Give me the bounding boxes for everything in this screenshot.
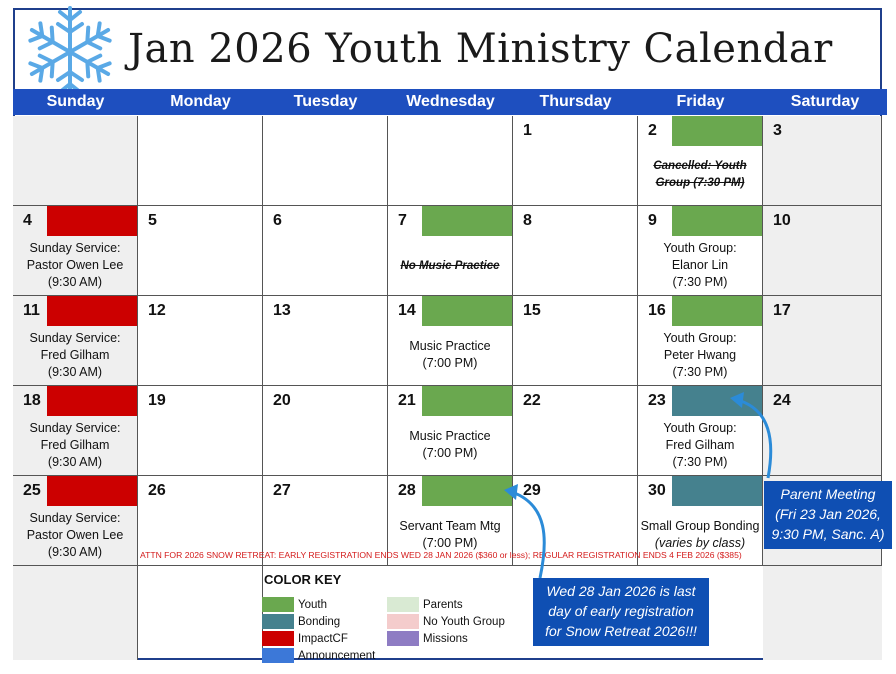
day-cell [138,206,263,296]
callout-line: 9:30 PM, Sanc. A) [771,526,885,542]
day-number: 30 [648,482,666,499]
event-color-bar [672,296,762,326]
callout-line: for Snow Retreat 2026!!! [545,623,697,639]
event-line: Sunday Service: [29,511,121,525]
color-key-item [262,648,375,663]
early-registration-callout [533,578,709,646]
day-number: 8 [523,212,532,229]
event-color-bar [672,206,762,236]
color-key-item [387,631,468,646]
event-line: Sunday Service: [29,241,121,255]
event-color-bar [422,206,512,236]
event-text [388,518,512,552]
day-number: 11 [23,302,40,319]
day-cell [263,386,388,476]
event-line: (7:30 PM) [672,365,728,379]
day-header: Friday [676,93,725,110]
day-cell [138,296,263,386]
event-line: Cancelled: Youth [653,160,747,172]
event-line: (9:30 AM) [47,275,103,289]
event-line: (7:00 PM) [422,356,478,370]
event-line: Music Practice [409,339,491,353]
event-color-bar [672,386,762,416]
day-cell [763,386,882,476]
day-number: 25 [23,482,41,499]
event-line: Peter Hwang [663,348,737,362]
event-line: Pastor Owen Lee [26,528,124,542]
day-cell [263,296,388,386]
color-swatch [262,648,294,663]
event-color-bar [422,296,512,326]
color-key-label: Youth [298,598,327,611]
day-header: Monday [170,93,231,110]
day-cell [388,206,513,296]
callout-line: day of early registration [548,603,694,619]
callout-line: Parent Meeting [780,486,876,502]
color-swatch [387,631,419,646]
event-line: Pastor Owen Lee [26,258,124,272]
callout-line: Wed 28 Jan 2026 is last [546,583,696,599]
event-line: Small Group Bonding [640,519,760,533]
day-header: Thursday [539,93,612,110]
day-number: 9 [648,212,657,229]
snowflake-icon [20,2,120,102]
day-header: Wednesday [406,93,495,110]
event-line: (9:30 AM) [47,365,103,379]
event-text [638,330,762,381]
day-number: 16 [648,302,666,319]
day-number: 20 [273,392,291,409]
color-key-label: Parents [423,598,463,611]
page-title: Jan 2026 Youth Ministry Calendar [128,26,833,72]
day-cell [13,296,138,386]
event-text [638,240,762,291]
day-number: 26 [148,482,166,499]
day-cell [13,206,138,296]
day-cell [763,296,882,386]
event-line: (7:30 PM) [672,275,728,289]
event-line: (varies by class) [654,536,746,550]
color-key-item [387,614,505,629]
day-number: 27 [273,482,291,499]
day-cell [638,386,763,476]
event-line: Fred Gilham [40,438,110,452]
day-cell [763,116,882,206]
day-cell [263,116,388,206]
day-cell [263,206,388,296]
event-line: Servant Team Mtg [399,519,501,533]
event-line: Youth Group: [663,421,737,435]
event-line: Sunday Service: [29,421,121,435]
day-cell [388,296,513,386]
day-number: 15 [523,302,541,319]
color-key-title: COLOR KEY [264,572,342,587]
event-line: Youth Group: [663,331,737,345]
event-line: Youth Group: [663,241,737,255]
event-text [13,420,137,471]
day-number: 4 [23,212,32,229]
day-number: 17 [773,302,791,319]
color-swatch [387,597,419,612]
day-number: 1 [523,122,532,139]
snow-retreat-notice: ATTN FOR 2026 SNOW RETREAT: EARLY REGISTRATION ENDS WED 28 JAN 2026 ($360 or less); REGULAR REGISTRATION ENDS 4 FEB 2026 ($385) [140,550,742,560]
day-number: 18 [23,392,41,409]
color-key-label: ImpactCF [298,632,348,645]
day-number: 6 [273,212,282,229]
callout-line: (Fri 23 Jan 2026, [775,506,881,522]
day-cell [638,116,763,206]
color-key-item [387,597,463,612]
day-cell [513,386,638,476]
event-text [13,330,137,381]
day-number: 10 [773,212,791,229]
day-number: 14 [398,302,416,319]
day-cell [388,386,513,476]
event-text [638,518,762,552]
color-key-label: Missions [423,632,468,645]
event-line: (9:30 AM) [47,455,103,469]
event-line: Sunday Service: [29,331,121,345]
event-line: (7:00 PM) [422,446,478,460]
day-number: 29 [523,482,541,499]
day-header-row [13,89,887,115]
day-number: 3 [773,122,782,139]
day-cell [138,386,263,476]
day-cell [138,116,263,206]
day-cell [763,206,882,296]
event-line: Fred Gilham [665,438,735,452]
day-cell [13,116,138,206]
day-cell [13,386,138,476]
color-key-item [262,631,348,646]
color-swatch [387,614,419,629]
event-color-bar [422,476,512,506]
event-line: (7:00 PM) [422,536,478,550]
event-color-bar [672,476,762,506]
key-row-cell [763,566,882,660]
color-key-label: No Youth Group [423,615,505,628]
day-number: 23 [648,392,666,409]
event-text [13,240,137,291]
event-text [13,510,137,561]
day-cell [13,476,138,566]
color-swatch [262,614,294,629]
color-key [264,572,341,589]
event-line: Music Practice [409,429,491,443]
day-number: 2 [648,122,657,139]
color-key-item [262,597,327,612]
event-color-bar [47,206,137,236]
day-cell [513,296,638,386]
event-line: Elanor Lin [671,258,729,272]
event-color-bar [422,386,512,416]
event-color-bar [47,476,137,506]
event-line: No Music Practice [400,260,500,272]
event-line: Group (7:30 PM) [655,177,745,189]
parent-meeting-callout [764,481,892,549]
color-key-label: Bonding [298,615,341,628]
event-text [388,258,512,275]
day-cell [638,296,763,386]
event-color-bar [47,296,137,326]
day-number: 28 [398,482,416,499]
day-cell [513,116,638,206]
day-number: 5 [148,212,157,229]
event-line: (9:30 AM) [47,545,103,559]
day-number: 22 [523,392,541,409]
color-swatch [262,631,294,646]
day-header: Sunday [46,93,105,110]
event-color-bar [672,116,762,146]
event-line: Fred Gilham [40,348,110,362]
day-cell [513,206,638,296]
day-header: Saturday [790,93,860,110]
day-cell [388,116,513,206]
event-text [638,420,762,471]
day-number: 24 [773,392,791,409]
color-swatch [262,597,294,612]
event-text [388,338,512,372]
day-number: 13 [273,302,291,319]
event-color-bar [47,386,137,416]
color-key-label: Announcement [298,649,376,662]
day-number: 12 [148,302,166,319]
event-text [638,158,762,192]
day-header: Tuesday [293,93,358,110]
event-text [388,428,512,462]
day-number: 7 [398,212,407,229]
day-number: 19 [148,392,166,409]
color-key-item [262,614,340,629]
day-cell [638,206,763,296]
day-number: 21 [398,392,416,409]
key-row-cell [138,566,263,660]
event-line: (7:30 PM) [672,455,728,469]
key-row-cell [13,566,138,660]
